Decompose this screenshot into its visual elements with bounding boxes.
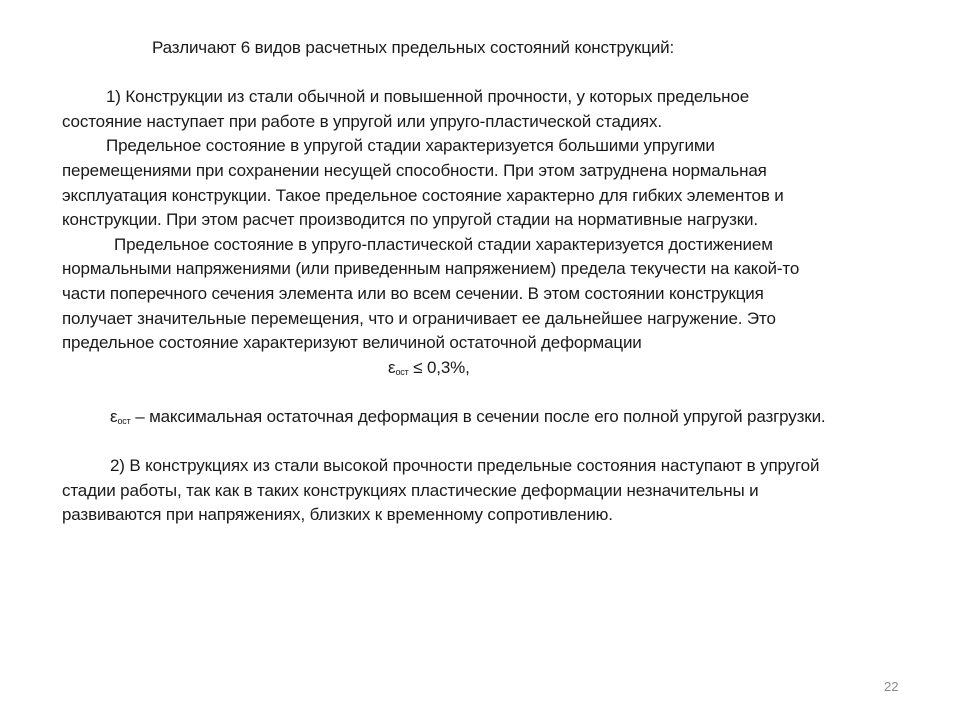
blank-line [62, 61, 942, 86]
epsilon-definition [62, 405, 942, 430]
epsilon-symbol: ε [110, 406, 118, 426]
epsilon-subscript: ост [395, 366, 409, 377]
slide-heading: Различают 6 видов расчетных предельных состояний конструкций: [152, 38, 675, 57]
definition-text: – максимальная остаточная деформация в сечении после его полной упругой разгрузки. [130, 406, 826, 426]
epsilon-subscript: ост [117, 415, 131, 426]
formula-expression: ≤ 0,3%, [408, 357, 470, 377]
blank-line [62, 380, 942, 405]
plastic-paragraph-line: Предельное состояние в упруго-пластической стадии характеризуется достижением [114, 234, 773, 254]
elastic-paragraph-line: конструкции. При этом расчет производится по упругой стадии на нормативные нагрузки. [62, 210, 758, 230]
plastic-paragraph-line: получает значительные перемещения, что и ограничивает ее дальнейшее нагружение. Это [62, 308, 776, 328]
plastic-paragraph-line: части поперечного сечения элемента или во всем сечении. В этом состоянии конструкция [62, 283, 764, 303]
epsilon-symbol: ε [388, 357, 396, 377]
item2-line: 2) В конструкциях из стали высокой прочности предельные состояния наступают в упругой [110, 456, 820, 476]
slide-body [62, 36, 942, 528]
plastic-paragraph-line: предельное состояние характеризуют величиной остаточной деформации [62, 333, 642, 353]
item2-line: стадии работы, так как в таких конструкциях пластические деформации незначительны и [62, 480, 759, 500]
item1-line: 1) Конструкции из стали обычной и повышенной прочности, у которых предельное [106, 87, 750, 107]
elastic-paragraph-line: Предельное состояние в упругой стадии характеризуется большими упругими [106, 136, 715, 156]
item2-line: развиваются при напряжениях, близких к временному сопротивлению. [62, 505, 613, 525]
item1-line: состояние наступает при работе в упругой или упруго-пластической стадиях. [62, 111, 662, 131]
residual-strain-formula [62, 356, 942, 381]
plastic-paragraph-line: нормальными напряжениями (или приведенным напряжением) предела текучести на какой-то [62, 259, 800, 279]
page-number: 22 [884, 679, 899, 694]
elastic-paragraph-line: перемещениями при сохранении несущей способности. При этом затруднена нормальная [62, 160, 767, 180]
elastic-paragraph-line: эксплуатация конструкции. Такое предельное состояние характерно для гибких элементов и [62, 185, 784, 205]
blank-line [62, 430, 942, 455]
